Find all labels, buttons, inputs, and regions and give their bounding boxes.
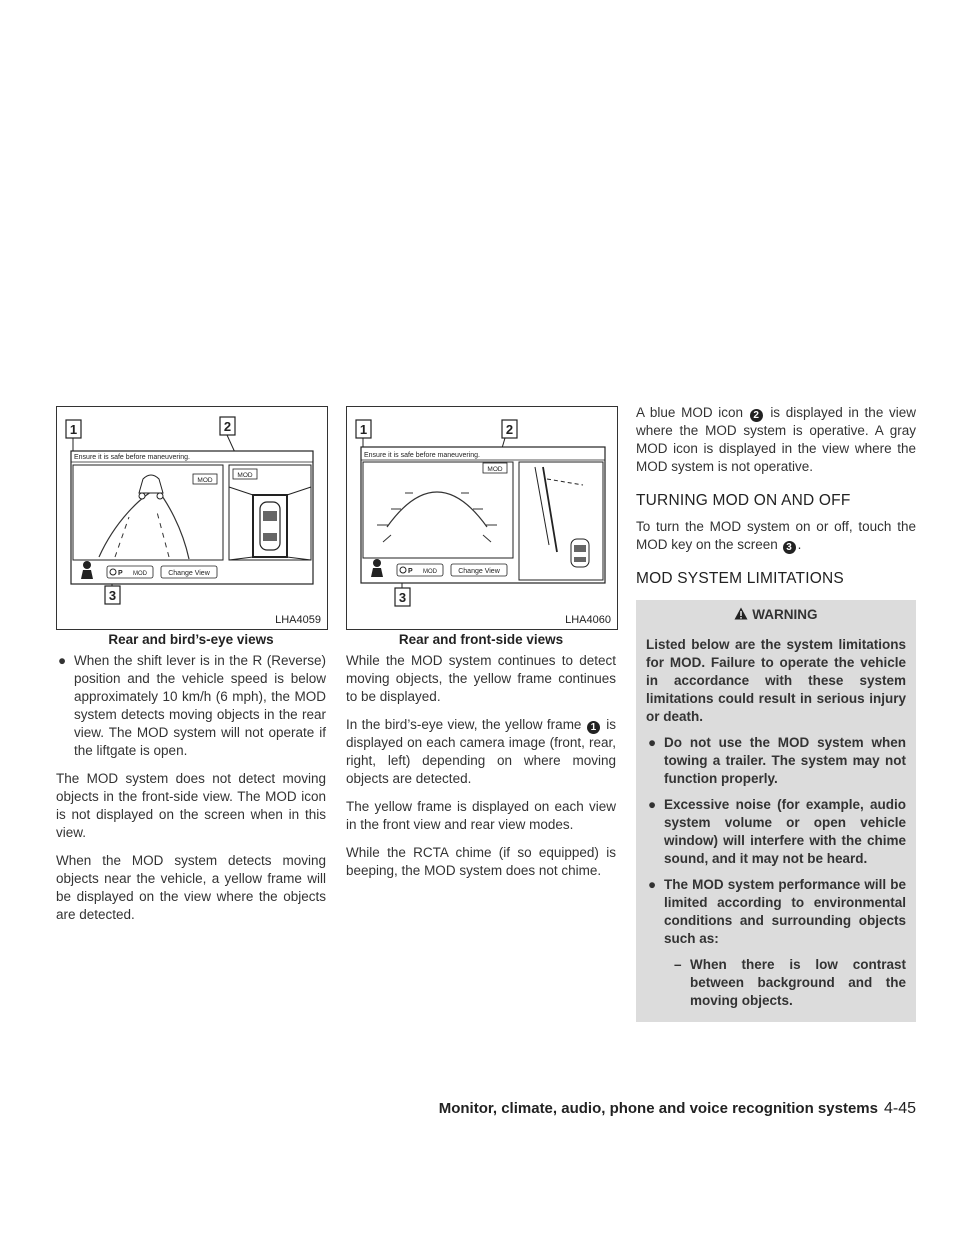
paragraph: The MOD system does not detect moving objects in the front-side view. The MOD icon is not displayed on the screen when in this view. [56, 771, 326, 840]
bullet-mark: ● [648, 797, 657, 812]
paragraph [636, 404, 916, 476]
bullet-text: Excessive noise (for example, audio system volume or open vehicle window) will interfere with the chime sound, and it may not be heard. [664, 797, 906, 866]
paragraph: The yellow frame is displayed on each view in the front view and rear view modes. [346, 799, 616, 832]
mod-tag-birdseye: MOD [237, 472, 253, 479]
callout-3: 3 [398, 590, 407, 605]
bullet-text: When the shift lever is in the R (Reverse) position and the vehicle speed is below approximately 10 km/h (6 mph), the MOD system detects moving objects in the rear view. The MOD system will not operate if the liftgate is open. [74, 653, 326, 758]
figure-caption-2: Rear and front-side views [398, 632, 564, 647]
figure-caption-1: Rear and bird’s-eye views [108, 632, 274, 647]
callout-number-icon: 3 [783, 541, 796, 554]
callout-1: 1 [69, 422, 78, 437]
warning-header [646, 606, 906, 624]
mod-key: MOD [133, 571, 147, 577]
callout-2: 2 [223, 419, 232, 434]
shift-lever-bullet [56, 652, 326, 760]
callout-number-icon: 1 [587, 721, 600, 734]
figure-id: LHA4059 [275, 614, 321, 626]
bullet-text: The MOD system performance will be limited according to environmental conditions and surrounding objects such as: [664, 877, 906, 946]
figure-1-illustration [57, 407, 327, 629]
page-footer [424, 1100, 916, 1118]
figure-id: LHA4060 [565, 614, 611, 626]
warning-intro: Listed below are the system limitations for MOD. Failure to operate the vehicle in accordance with these system limitations could result in serious injury or death. [646, 637, 906, 724]
figure-rear-birdseye [56, 406, 328, 630]
footer-section-title: Monitor, climate, audio, phone and voice recognition systems [438, 1100, 878, 1117]
warning-bullet [646, 734, 906, 788]
column-3 [636, 404, 916, 1022]
column-2 [346, 652, 616, 890]
bullet-mark: ● [58, 653, 67, 668]
callout-number-icon: 2 [750, 409, 763, 422]
sub-item-text: When there is low contrast between background and the moving objects. [690, 957, 906, 1008]
text-span: is displayed in the view where the MOD system is operative. A gray MOD icon is displayed in the view where the MOD system is not operative. [636, 405, 916, 474]
warning-box [636, 600, 916, 1022]
callout-2: 2 [505, 422, 514, 437]
text-span: . [797, 537, 802, 552]
figure-2-illustration [347, 407, 617, 629]
safety-text: Ensure it is safe before maneuvering. [74, 454, 190, 461]
bullet-text: Do not use the MOD system when towing a trailer. The system may not function properly. [664, 735, 906, 786]
warning-title: WARNING [752, 607, 818, 622]
section-heading: TURNING MOD ON AND OFF [636, 492, 851, 509]
warning-triangle-icon [734, 607, 748, 620]
text-span: A blue MOD icon [636, 405, 743, 420]
change-view-label: Change View [168, 570, 210, 577]
column-1 [56, 652, 326, 934]
paragraph [346, 716, 616, 788]
bullet-mark: ● [648, 877, 657, 892]
paragraph [636, 518, 916, 554]
text-span: In the bird’s-eye view, the yellow frame [346, 717, 582, 732]
bullet-mark: ● [648, 735, 657, 750]
paragraph: While the MOD system continues to detect moving objects, the yellow frame continues to be displayed. [346, 653, 616, 704]
warning-bullet [646, 796, 906, 868]
paragraph: While the RCTA chime (if so equipped) is beeping, the MOD system does not chime. [346, 845, 616, 878]
callout-1: 1 [359, 422, 368, 437]
paragraph: When the MOD system detects moving objects near the vehicle, a yellow frame will be displayed on the view where the objects are detected. [56, 853, 326, 922]
mod-key: MOD [423, 569, 437, 575]
safety-text: Ensure it is safe before maneuvering. [364, 452, 480, 459]
section-heading: MOD SYSTEM LIMITATIONS [636, 570, 844, 587]
change-view-label: Change View [458, 568, 500, 575]
p-label: P [408, 568, 413, 575]
text-span: is displayed on each camera image (front, rear, right, left) depending on where moving objects are detected. [346, 717, 616, 786]
figure-rear-frontside [346, 406, 618, 630]
warning-sub-item [662, 956, 906, 1010]
callout-3: 3 [108, 588, 117, 603]
mod-tag-rear: MOD [487, 466, 503, 473]
dash-mark: – [674, 957, 682, 972]
p-label: P [118, 570, 123, 577]
page-number: 4-45 [883, 1100, 916, 1117]
warning-bullet [646, 876, 906, 948]
mod-tag-rear: MOD [197, 477, 213, 484]
text-span: To turn the MOD system on or off, touch the MOD key on the screen [636, 519, 916, 552]
